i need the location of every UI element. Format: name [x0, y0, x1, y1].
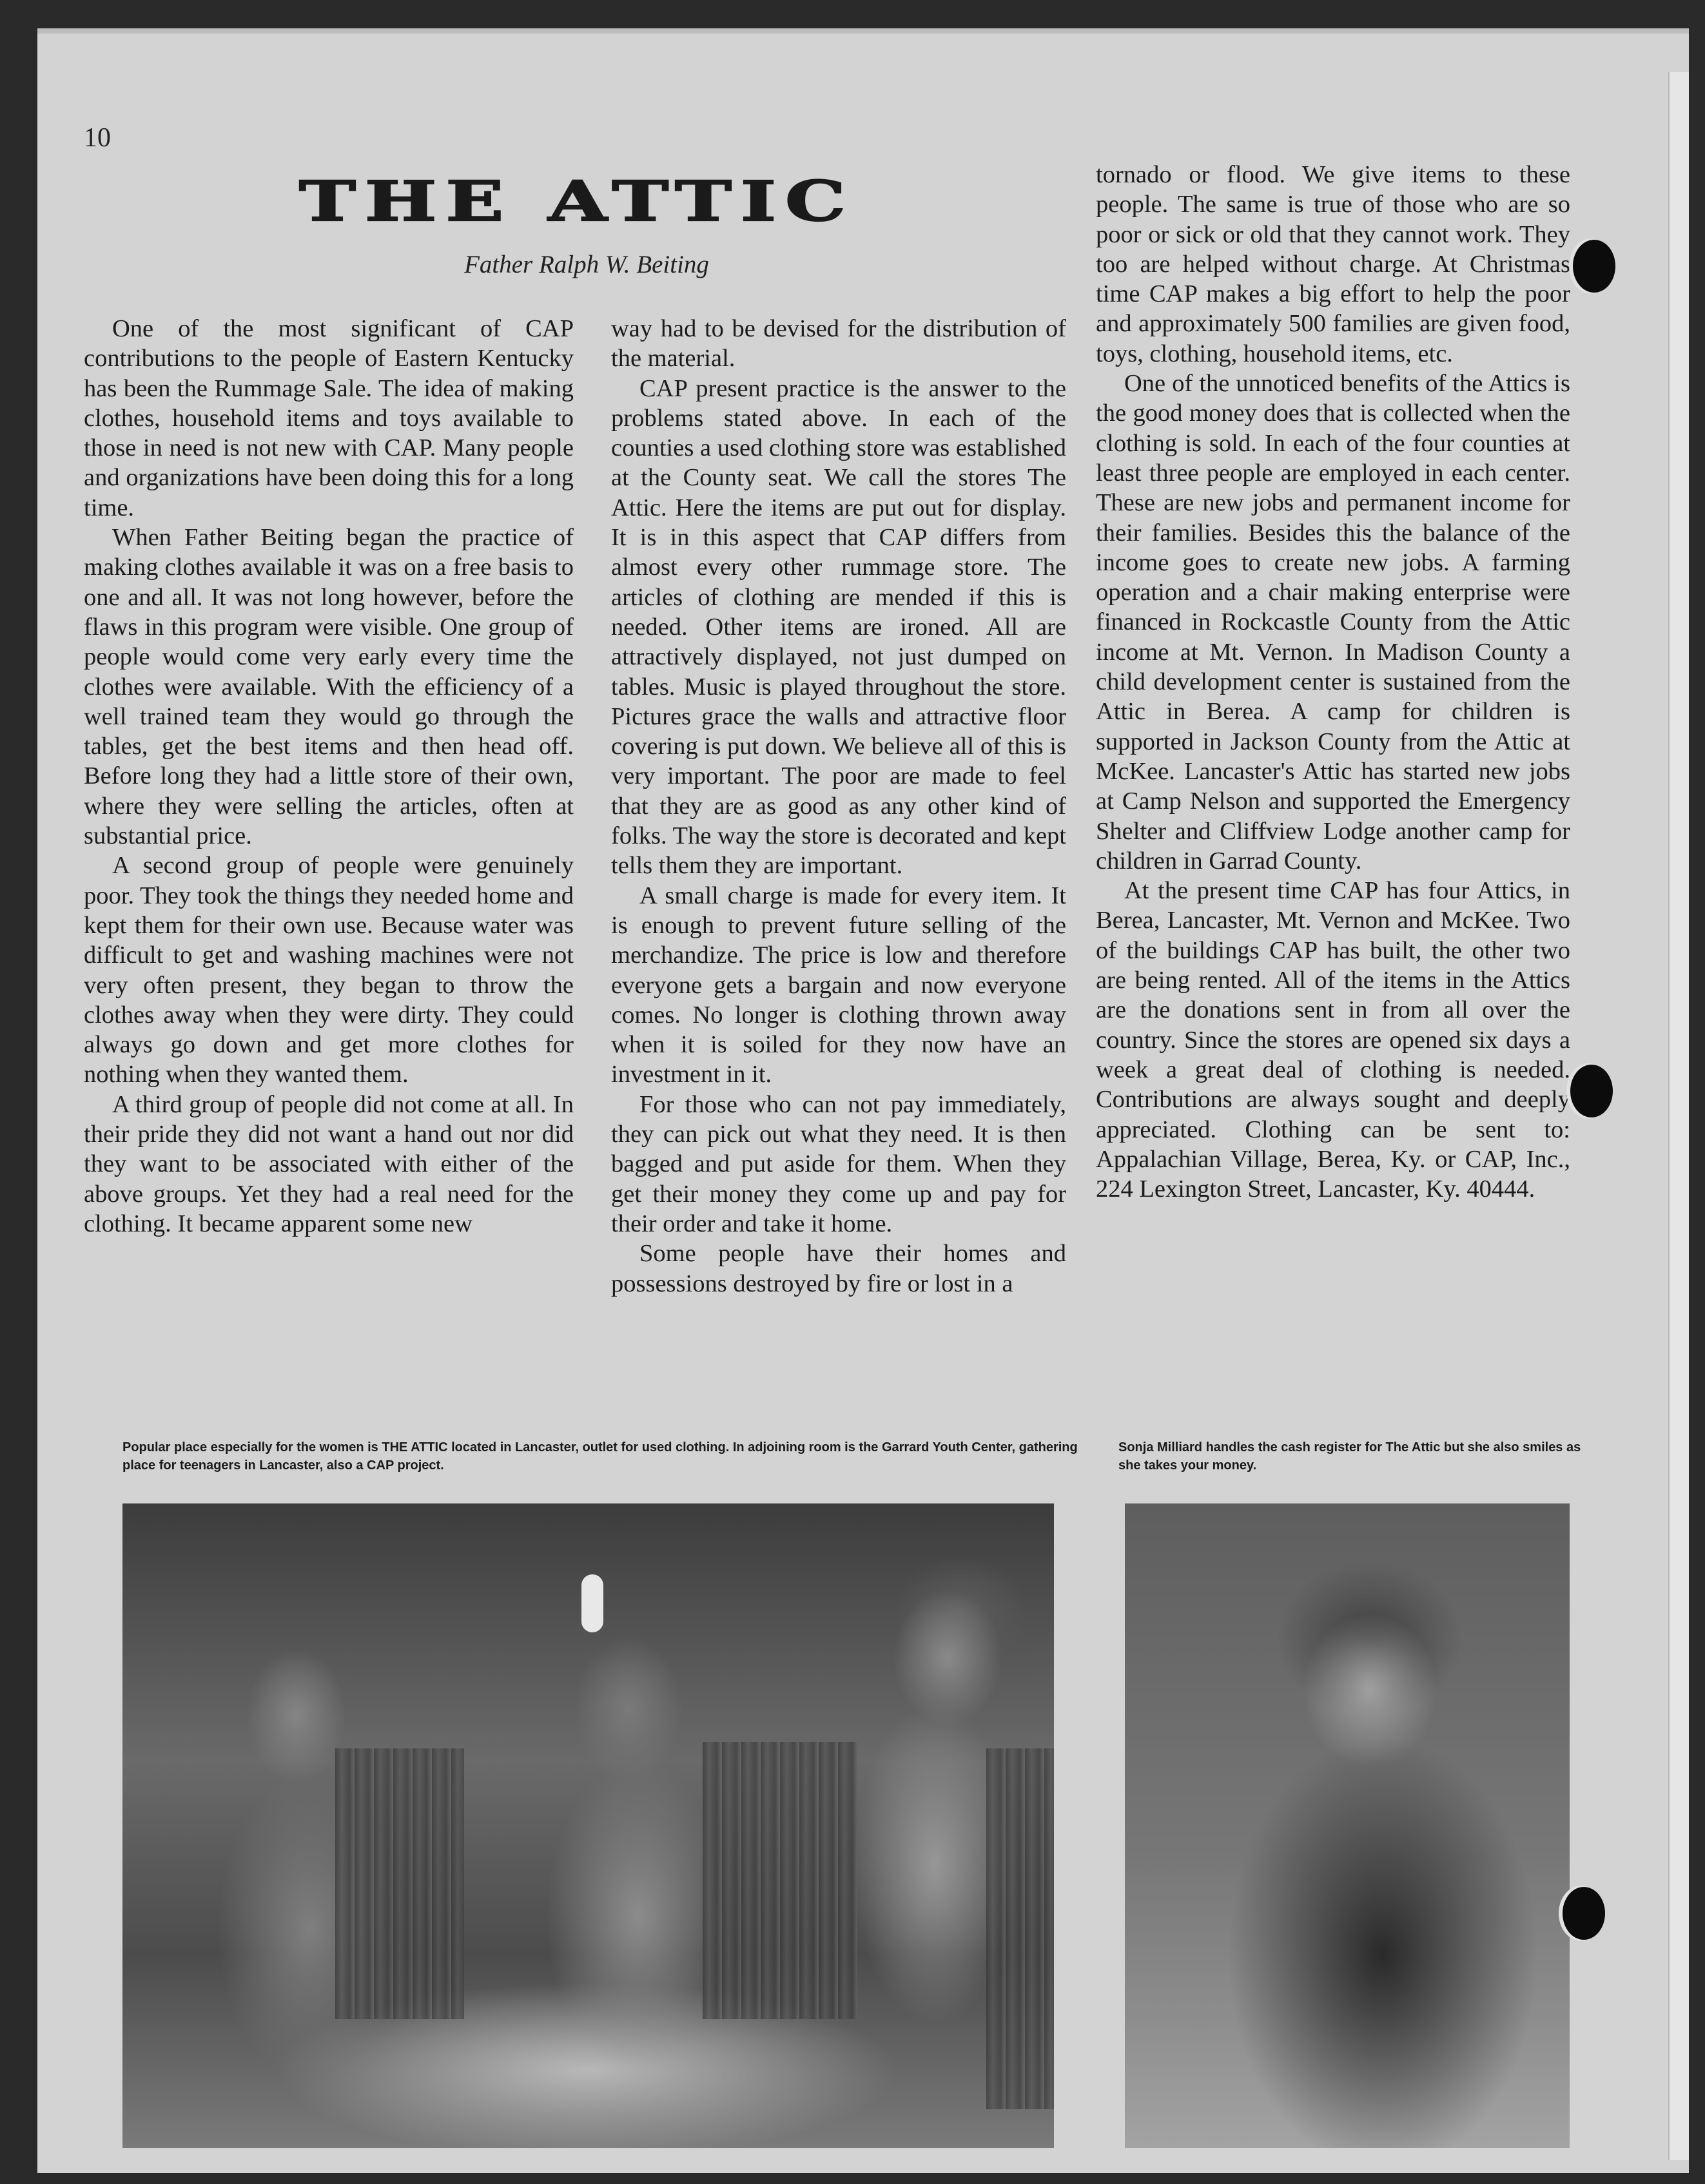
- article-column-1: [84, 314, 574, 1239]
- paragraph: A third group of people did not come at all. In their pride they did not want a hand out nor did they want to be associated with either of the above groups. Yet they had a real need for the clothing. It became apparent some new: [84, 1090, 574, 1237]
- paragraph: One of the most significant of CAP contributions to the people of Eastern Kentucky has been the Rummage Sale. The idea of making clothes, household items and toys available to those in need is not new with CAP. Many people and organizations have been doing this for a long time.: [84, 315, 574, 521]
- photo-caption-right: Sonja Milliard handles the cash register for The Attic but she also smiles as she takes your money.: [1118, 1440, 1581, 1473]
- article-title: THE ATTIC: [299, 169, 855, 234]
- paragraph: For those who can not pay immediately, they can pick out what they need. It is then bagged and put aside for them. When they get their money they come up and pay for their order and take it home.: [611, 1090, 1066, 1237]
- article-column-3: [1096, 160, 1570, 1204]
- photo-cashier: [1125, 1503, 1570, 2148]
- ceiling-light: [581, 1574, 603, 1632]
- paragraph-continuation: way had to be devised for the distribution of the material.: [611, 315, 1066, 372]
- paragraph-continuation: tornado or flood. We give items to these people. The same is true of those who are so poor or sick or old that they cannot work. They too are helped without charge. At Christmas time CAP makes a big effort to help the poor and approximately 500 families are given food, toys, clothing, household items, etc.: [1096, 161, 1570, 367]
- clothing-rack: [986, 1748, 1054, 2109]
- page-number: 10: [84, 123, 111, 153]
- binder-hole: [1573, 240, 1615, 293]
- paragraph: At the present time CAP has four Attics, in Berea, Lancaster, Mt. Vernon and McKee. Two of the buildings CAP has built, the other two are being rented. All of the items in the Attics are the donations sent in from all over the country. Since the stores are opened six days a week a great deal of clothing is needed. Contributions are always sought and deeply appreciated. Clothing can be sent to: Appalachian Village, Berea, Ky. or CAP, Inc., 224 Lexington Street, Lancaster, Ky. 40444.: [1096, 877, 1570, 1203]
- binder-hole: [1570, 1065, 1613, 1117]
- clothing-rack: [703, 1742, 857, 2019]
- article-column-2: [611, 314, 1066, 1299]
- article-byline: Father Ralph W. Beiting: [464, 251, 709, 278]
- paper-edge: [1668, 72, 1689, 2160]
- paragraph: A small charge is made for every item. It is enough to prevent future selling of the merchandize. The price is low and therefore everyone gets a bargain and now everyone comes. No longer is clothing thrown away when it is soiled for they now have an investment in it.: [611, 882, 1066, 1088]
- paragraph: One of the unnoticed benefits of the Attics is the good money does that is collected when the clothing is sold. In each of the four counties at least three people are employed in each center. These are new jobs and permanent income for their families. Besides this the balance of the income goes to create new jobs. A farming operation and a chair making enterprise were financed in Rockcastle County from the Attic income at Mt. Vernon. In Madison County a child development center is sustained from the Attic in Berea. A camp for children is supported in Jackson County from the Attic at McKee. Lancaster's Attic has started new jobs at Camp Nelson and supported the Emergency Shelter and Cliffview Lodge another camp for children in Garrad County.: [1096, 370, 1570, 875]
- paragraph: Some people have their homes and possessions destroyed by fire or lost in a: [611, 1240, 1066, 1297]
- paragraph: When Father Beiting began the practice of making clothes available it was on a free basis to one and all. It was not long however, before the flaws in this program were visible. One group of people would come very early every time the clothes were available. With the efficiency of a well trained team they would go through the tables, get the best items and then head off. Before long they had a little store of their own, where they were selling the articles, often at substantial price.: [84, 524, 574, 850]
- binder-hole: [1563, 1887, 1605, 1940]
- paragraph: A second group of people were genuinely poor. They took the things they needed home and kept them for their own use. Because water was difficult to get and washing machines were not very often present, they began to throw the clothes away when they were dirty. They could always go down and get more clothes for nothing when they wanted them.: [84, 852, 574, 1088]
- paragraph: CAP present practice is the answer to the problems stated above. In each of the counties a used clothing store was established at the County seat. We call the stores The Attic. Here the items are put out for display. It is in this aspect that CAP differs from almost every other rummage store. The articles of clothing are mended if this is needed. Other items are ironed. All are attractively displayed, not just dumped on tables. Music is played throughout the store. Pictures grace the walls and attractive floor covering is put down. We believe all of this is very important. The poor are made to feel that they are as good as any other kind of folks. The way the store is decorated and kept tells them they are important.: [611, 374, 1066, 880]
- photo-caption-left: Popular place especially for the women is THE ATTIC located in Lancaster, outlet for used clothing. In adjoining room is the Garrard Youth Center, gathering place for teenagers in Lancaster, also a CAP project.: [122, 1440, 1078, 1473]
- clothing-rack: [335, 1748, 464, 2019]
- photo-attic-store: [122, 1503, 1054, 2148]
